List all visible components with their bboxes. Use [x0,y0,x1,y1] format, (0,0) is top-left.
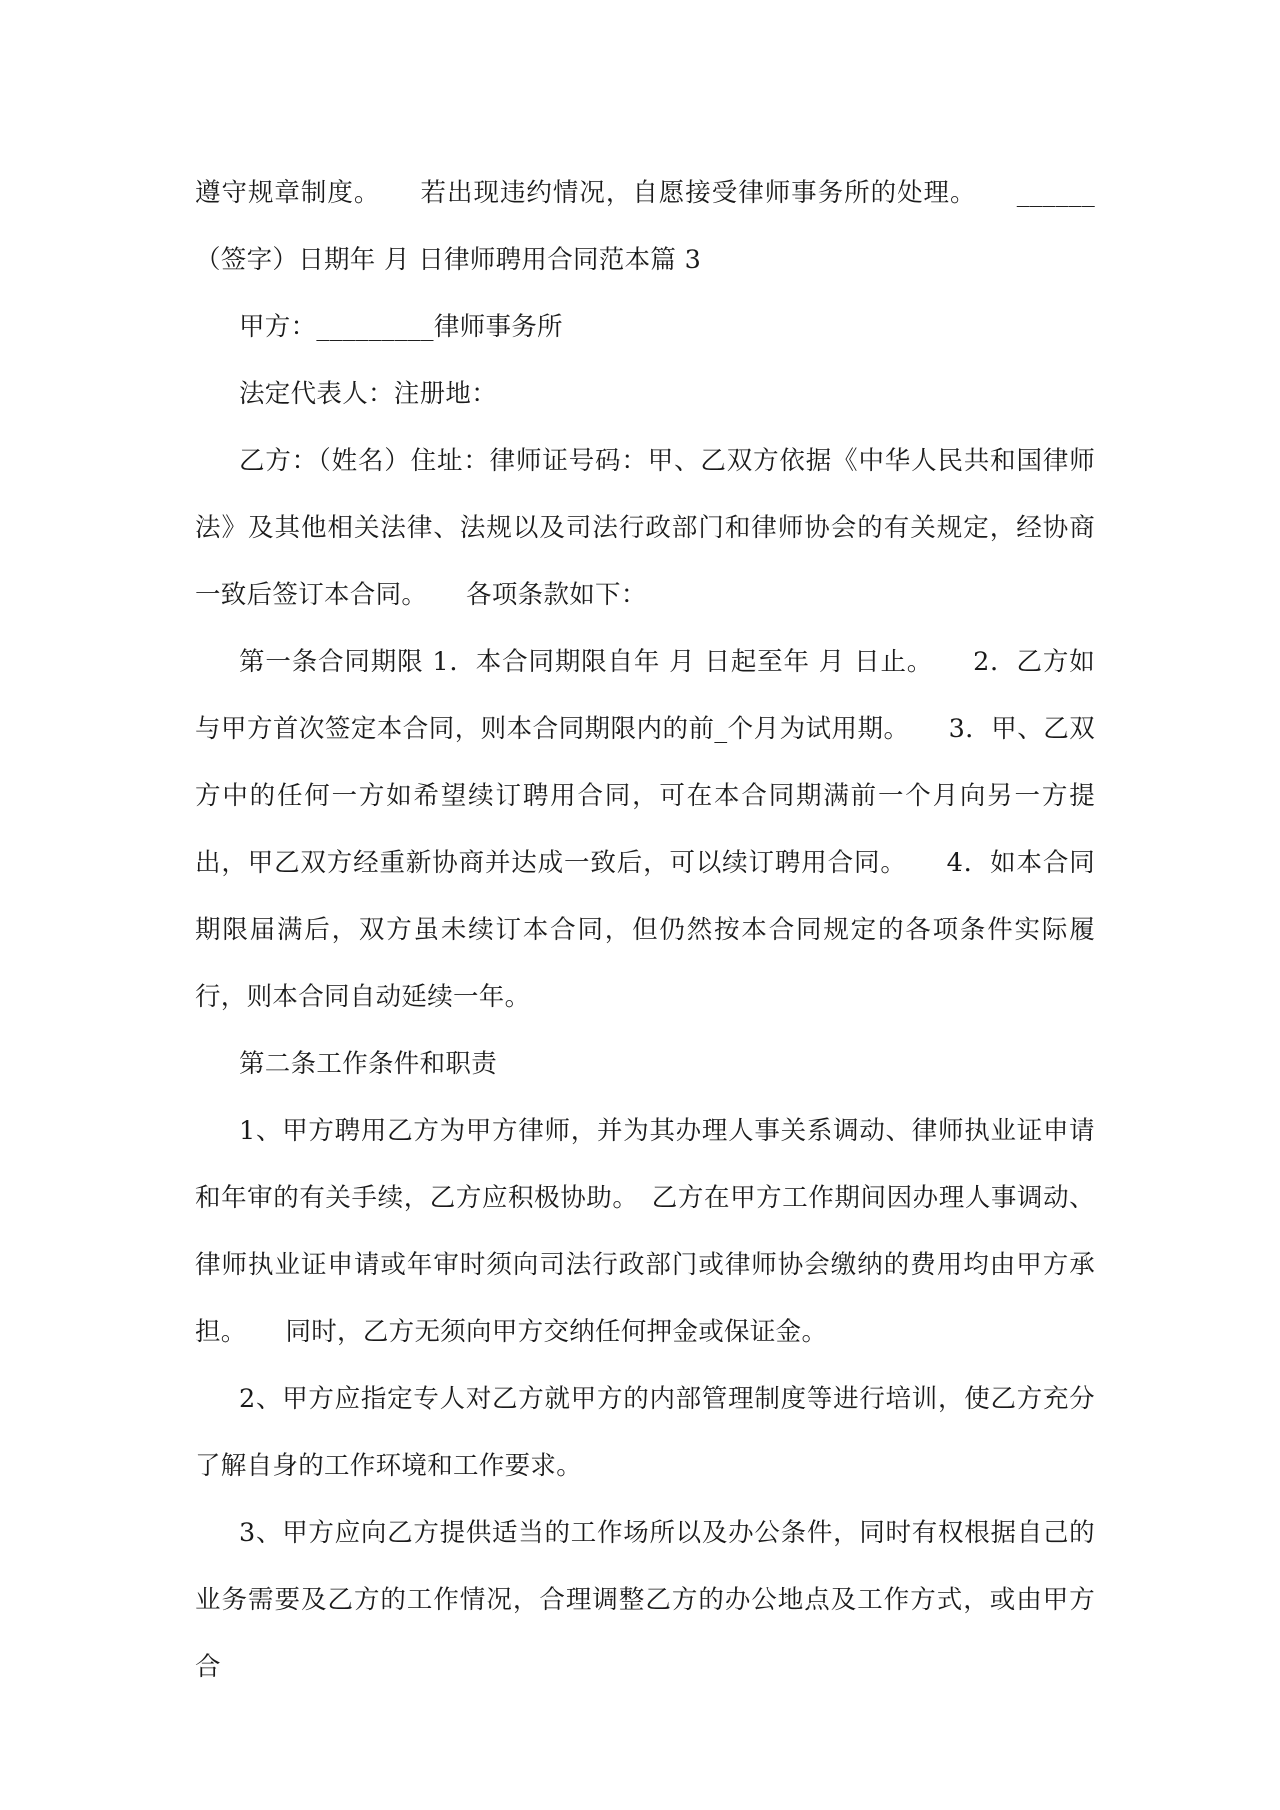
paragraph-clause-1: 1、甲方聘用乙方为甲方律师，并为其办理人事关系调动、律师执业证申请和年审的有关手续，乙方应积极协助。 乙方在甲方工作期间因办理人事调动、律师执业证申请或年审时须向司法行政部门或律师协会缴纳的费用均由甲方承担。 同时，乙方无须向甲方交纳任何押金或保证金。 [195,1116,1095,1347]
document-body [195,160,1095,1701]
paragraph-article-2-heading: 第二条工作条件和职责 [239,1049,498,1079]
paragraph-legal-representative: 法定代表人：注册地： [239,379,498,409]
paragraph-party-b: 乙方：（姓名）住址：律师证号码：甲、乙双方依据《中华人民共和国律师法》及其他相关法律、法规以及司法行政部门和律师协会的有关规定，经协商一致后签订本合同。 各项条款如下： [195,446,1095,610]
paragraph-party-a: 甲方：_________律师事务所 [239,312,563,342]
paragraph-clause-3: 3、甲方应向乙方提供适当的工作场所以及办公条件，同时有权根据自己的业务需要及乙方的工作情况，合理调整乙方的办公地点及工作方式，或由甲方合 [195,1518,1095,1682]
paragraph-clause-2: 2、甲方应指定专人对乙方就甲方的内部管理制度等进行培训，使乙方充分了解自身的工作环境和工作要求。 [195,1384,1095,1481]
paragraph-signature-line: 遵守规章制度。 若出现违约情况，自愿接受律师事务所的处理。 ______（签字）日期年 月 日律师聘用合同范本篇 3 [195,178,1095,275]
paragraph-article-1: 第一条合同期限 1．本合同期限自年 月 日起至年 月 日止。 2．乙方如与甲方首次签定本合同，则本合同期限内的前_个月为试用期。 3．甲、乙双方中的任何一方如希望续订聘用合同，可在本合同期满前一个月向另一方提出，甲乙双方经重新协商并达成一致后，可以续订聘用合同。 4．如本合同期限届满后，双方虽未续订本合同，但仍然按本合同规定的各项条件实际履行，则本合同自动延续一年。 [195,647,1095,1012]
